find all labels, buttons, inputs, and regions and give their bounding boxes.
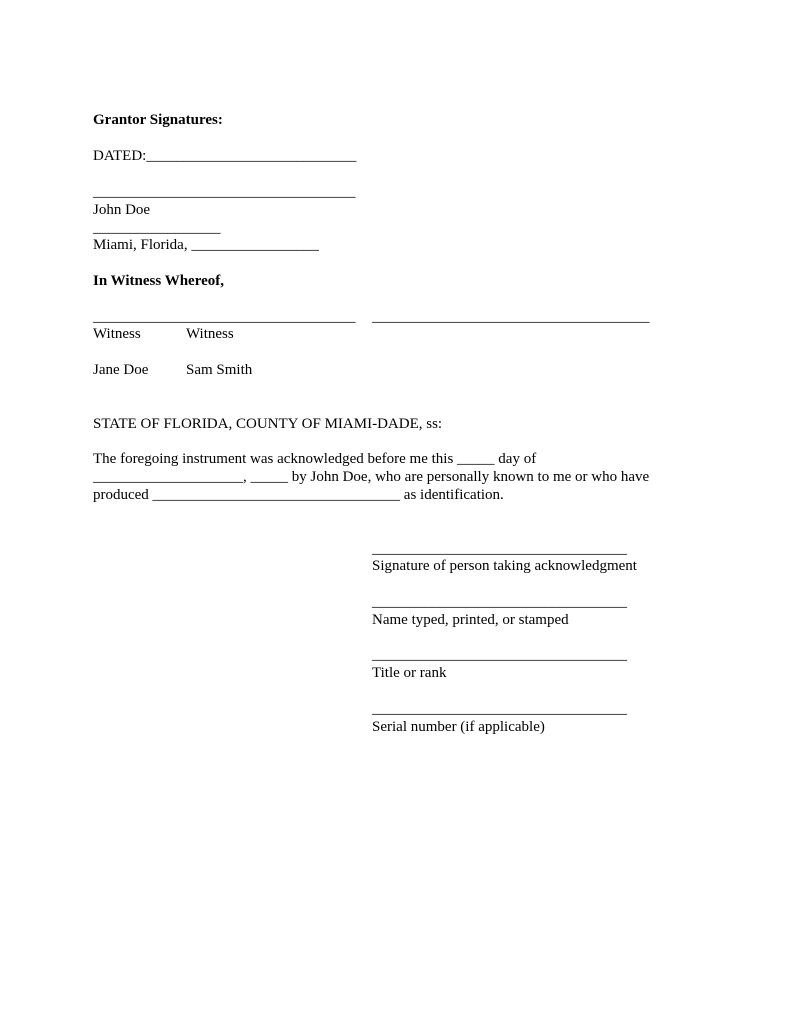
witness-rule-right: _____________________________________ — [372, 309, 650, 325]
notary-title-label: Title or rank — [372, 665, 447, 681]
notary-venue: STATE OF FLORIDA, COUNTY OF MIAMI-DADE, ss: — [93, 416, 443, 432]
notary-serial-label: Serial number (if applicable) — [372, 719, 545, 735]
witness-name-1: Jane Doe — [93, 362, 149, 378]
acknowledgment-paragraph-line-2: ____________________, _____ by John Doe, who are personally known to me or who have — [93, 469, 650, 485]
in-witness-whereof-heading: In Witness Whereof, — [93, 273, 224, 289]
notary-name-rule: __________________________________ — [372, 594, 627, 610]
notary-serial-rule: __________________________________ — [372, 701, 627, 717]
grantor-signatures-heading: Grantor Signatures: — [93, 112, 223, 128]
witness-label-1: Witness — [93, 326, 141, 342]
witness-label-2: Witness — [186, 326, 234, 342]
acknowledgment-paragraph-line-3: produced _________________________________ as identification. — [93, 487, 504, 503]
notary-signature-label: Signature of person taking acknowledgment — [372, 558, 637, 574]
notary-name-label: Name typed, printed, or stamped — [372, 612, 569, 628]
dated-line: DATED:____________________________ — [93, 148, 357, 164]
witness-name-2: Sam Smith — [186, 362, 253, 378]
acknowledgment-paragraph-line-1: The foregoing instrument was acknowledged before me this _____ day of — [93, 451, 537, 467]
notary-title-rule: __________________________________ — [372, 647, 627, 663]
notary-signature-rule: __________________________________ — [372, 541, 627, 557]
grantor-short-rule: _________________ — [93, 220, 221, 236]
grantor-location-line: Miami, Florida, _________________ — [93, 237, 319, 253]
witness-rule-left: ___________________________________ — [93, 309, 356, 325]
grantor-name: John Doe — [93, 202, 151, 218]
grantor-signature-rule: ___________________________________ — [93, 184, 356, 200]
